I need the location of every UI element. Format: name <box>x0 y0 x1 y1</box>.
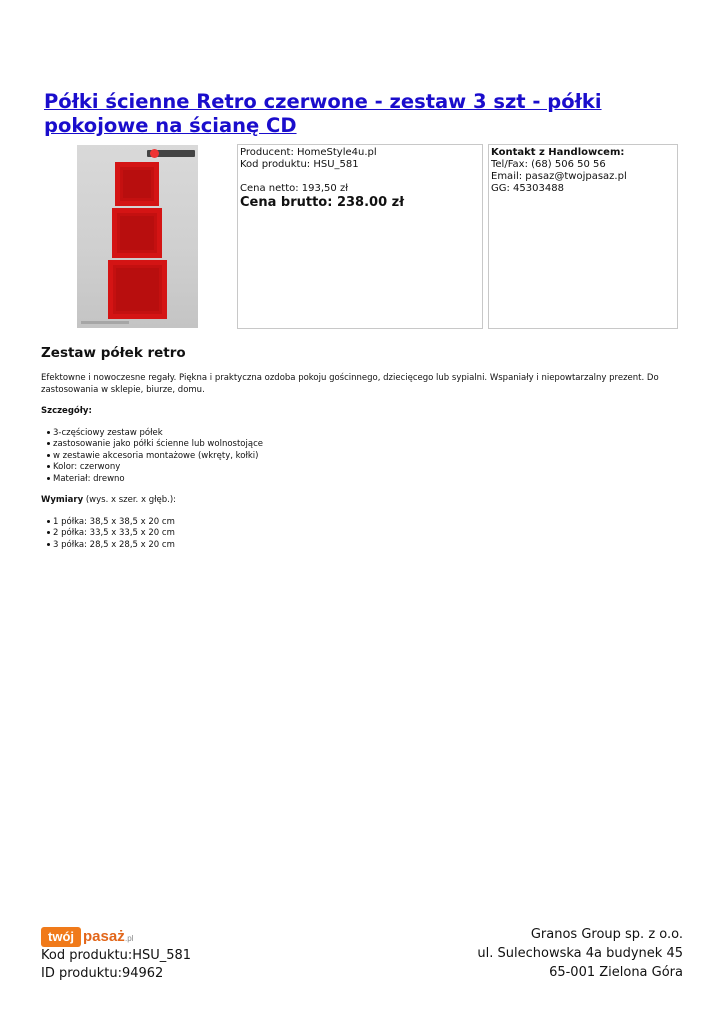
description-content <box>41 373 671 561</box>
footer-product-id: ID produktu:94962 <box>41 966 164 981</box>
image-watermark <box>81 321 129 324</box>
twojpasaz-logo: twój pasaż .pl <box>41 927 141 947</box>
list-item: Kolor: czerwony <box>47 462 671 474</box>
product-title-link[interactable]: Półki ścienne Retro czerwone - zestaw 3 szt - półki pokojowe na ścianę CD <box>44 90 602 137</box>
contact-phone: Tel/Fax: (68) 506 50 56 <box>491 159 606 170</box>
footer-product-info <box>41 947 191 983</box>
list-item: 3-częściowy zestaw półek <box>47 428 671 440</box>
list-item: Materiał: drewno <box>47 474 671 486</box>
list-item: zastosowanie jako półki ścienne lub wolnostojące <box>47 439 671 451</box>
list-item: 1 półka: 38,5 x 38,5 x 20 cm <box>47 517 671 529</box>
description-intro: Efektowne i nowoczesne regały. Piękna i praktyczna ozdoba pokoju gościnnego, dziecięcego lub sypialni. Wspaniały i niepowtarzalny prezent. Do zastosowania w sklepie, biurze, domu. <box>41 373 659 395</box>
list-item: 2 półka: 33,5 x 33,5 x 20 cm <box>47 528 671 540</box>
contact-gg: GG: 45303488 <box>491 183 564 194</box>
footer-product-code: Kod produktu:HSU_581 <box>41 948 192 963</box>
shelf-cube-medium <box>112 208 162 258</box>
details-list <box>41 428 671 486</box>
product-info-box <box>237 144 483 329</box>
gross-price-text: Cena brutto: 238.00 zł <box>240 195 405 210</box>
company-street: ul. Sulechowska 4a budynek 45 <box>477 946 683 961</box>
company-city: 65-001 Zielona Góra <box>549 965 683 980</box>
list-item: w zestawie akcesoria montażowe (wkręty, kołki) <box>47 451 671 463</box>
dimensions-note: (wys. x szer. x głęb.): <box>83 495 177 505</box>
list-item: 3 półka: 28,5 x 28,5 x 20 cm <box>47 540 671 552</box>
producer-text: Producent: HomeStyle4u.pl <box>240 147 377 158</box>
contact-heading: Kontakt z Handlowcem: <box>491 147 625 158</box>
contact-box <box>488 144 678 329</box>
contact-email: Email: pasaz@twojpasaz.pl <box>491 171 627 182</box>
shelf-cube-large <box>108 260 167 319</box>
shelf-cube-small <box>115 162 159 206</box>
footer-company-address <box>477 925 683 982</box>
product-image <box>77 145 198 328</box>
dimensions-heading-line <box>41 495 671 507</box>
net-price-text: Cena netto: 193,50 zł <box>240 183 349 194</box>
details-heading: Szczegóły: <box>41 406 92 416</box>
brand-logo-icon <box>150 149 159 158</box>
dimensions-heading: Wymiary <box>41 495 84 505</box>
description-title: Zestaw półek retro <box>41 345 186 361</box>
product-code-text: Kod produktu: HSU_581 <box>240 159 359 170</box>
dimensions-list <box>41 517 671 552</box>
company-name: Granos Group sp. z o.o. <box>530 927 683 942</box>
